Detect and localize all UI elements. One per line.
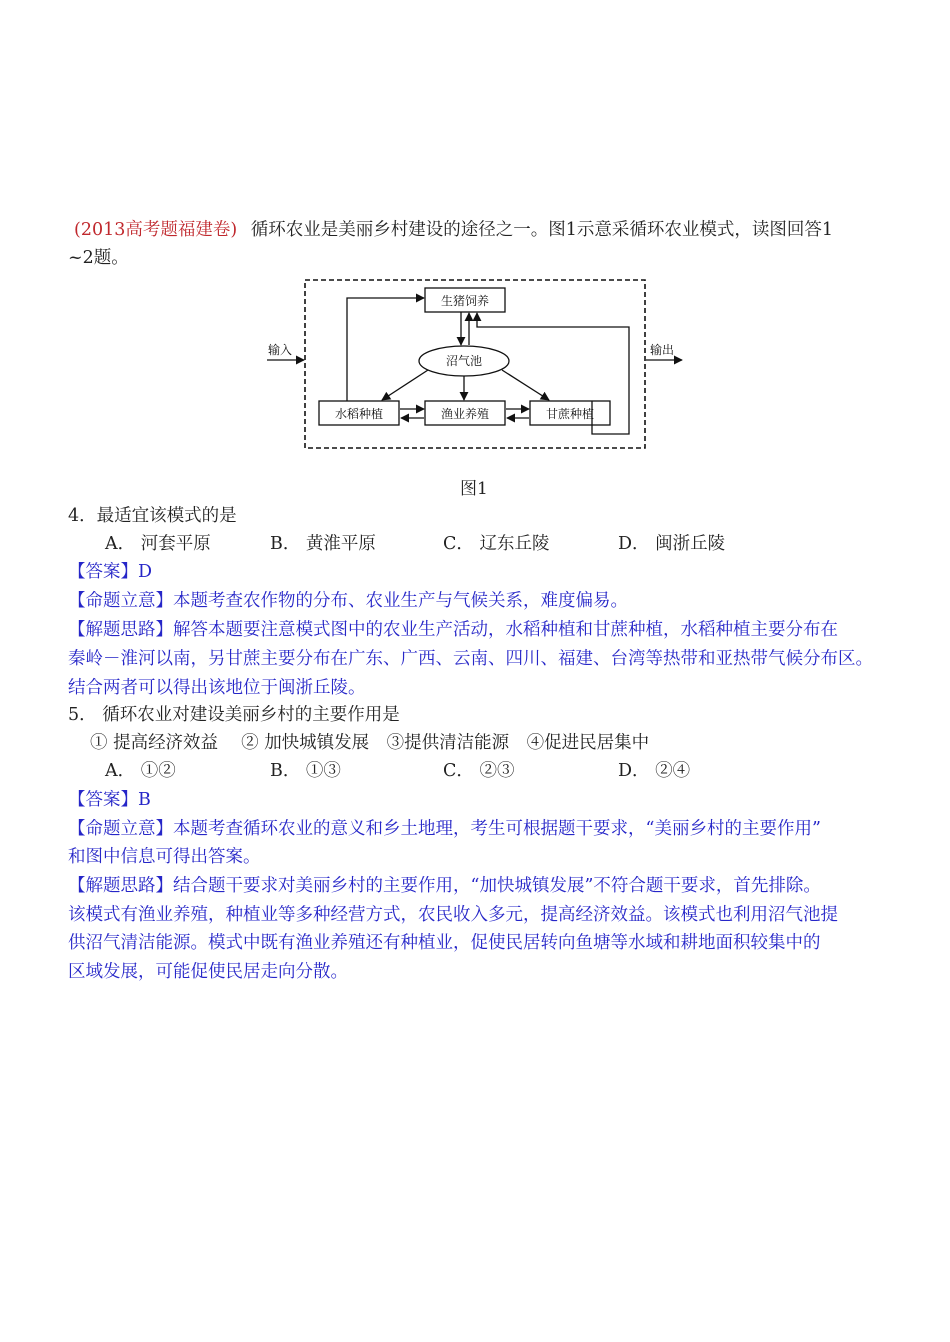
q5-answer: 【答案】B [68, 790, 151, 810]
q5-option-a: A． ①② [105, 761, 176, 781]
q5-intent-1: 【命题立意】本题考查循环农业的意义和乡土地理，考生可根据题干要求，“美丽乡村的主要作用” [68, 819, 821, 839]
q4-analysis-1: 【解题思路】解答本题要注意模式图中的农业生产活动，水稻种植和甘蔗种植，水稻种植主要分布在 [68, 620, 838, 640]
q5-items: ① 提高经济效益 ② 加快城镇发展 ③提供清洁能源 ④促进民居集中 [90, 733, 650, 753]
intro-line-1 [68, 216, 833, 244]
q5-option-b: B． ①③ [270, 761, 341, 781]
intro-line-2: ~2题。 [68, 248, 129, 268]
q4-stem: 4．最适宜该模式的是 [68, 506, 237, 526]
arrow-rice-to-pig [347, 298, 424, 401]
q4-analysis-3: 结合两者可以得出该地位于闽浙丘陵。 [68, 678, 366, 698]
node-rice: 水稻种植 [334, 407, 384, 421]
q5-analysis-4: 区域发展，可能促使民居走向分散。 [68, 962, 348, 982]
input-label: 输入 [268, 343, 293, 357]
q4-option-c: C． 辽东丘陵 [443, 534, 550, 554]
q5-intent-2: 和图中信息可得出答案。 [68, 847, 261, 867]
q5-option-d: D． ②④ [618, 761, 691, 781]
node-biogas: 沼气池 [445, 354, 483, 368]
q4-option-d: D． 闽浙丘陵 [618, 534, 726, 554]
node-pig: 生猪饲养 [440, 294, 490, 308]
node-sugarcane: 甘蔗种植 [545, 407, 595, 421]
output-label: 输出 [650, 343, 675, 357]
q4-option-b: B． 黄淮平原 [270, 534, 376, 554]
q5-analysis-1: 【解题思路】结合题干要求对美丽乡村的主要作用，“加快城镇发展”不符合题干要求，首先排除。 [68, 876, 821, 896]
q4-answer: 【答案】D [68, 562, 153, 582]
cycle-agriculture-diagram [262, 270, 692, 460]
q5-option-c: C． ②③ [443, 761, 515, 781]
q5-stem: 5． 循环农业对建设美丽乡村的主要作用是 [68, 705, 400, 725]
node-fish: 渔业养殖 [440, 407, 490, 421]
source-tag: (2013高考题福建卷) [74, 220, 238, 240]
q4-analysis-2: 秦岭－淮河以南，另甘蔗主要分布在广东、广西、云南、四川、福建、台湾等热带和亚热带气候分布区。 [68, 649, 873, 669]
q4-intent: 【命题立意】本题考查农作物的分布、农业生产与气候关系，难度偏易。 [68, 591, 628, 611]
intro-text-1: 循环农业是美丽乡村建设的途径之一。图1示意采循环农业模式，读图回答1 [250, 220, 834, 240]
q5-analysis-3: 供沼气清洁能源。模式中既有渔业养殖还有种植业，促使民居转向鱼塘等水域和耕地面积较集中的 [68, 933, 821, 953]
q4-option-a: A． 河套平原 [105, 534, 211, 554]
arrow-biogas-to-sugarcane [502, 370, 549, 400]
arrow-biogas-to-rice [382, 370, 428, 400]
figure-caption: 图1 [460, 479, 488, 499]
q5-analysis-2: 该模式有渔业养殖，种植业等多种经营方式，农民收入多元，提高经济效益。该模式也利用沼气池提 [68, 905, 838, 925]
